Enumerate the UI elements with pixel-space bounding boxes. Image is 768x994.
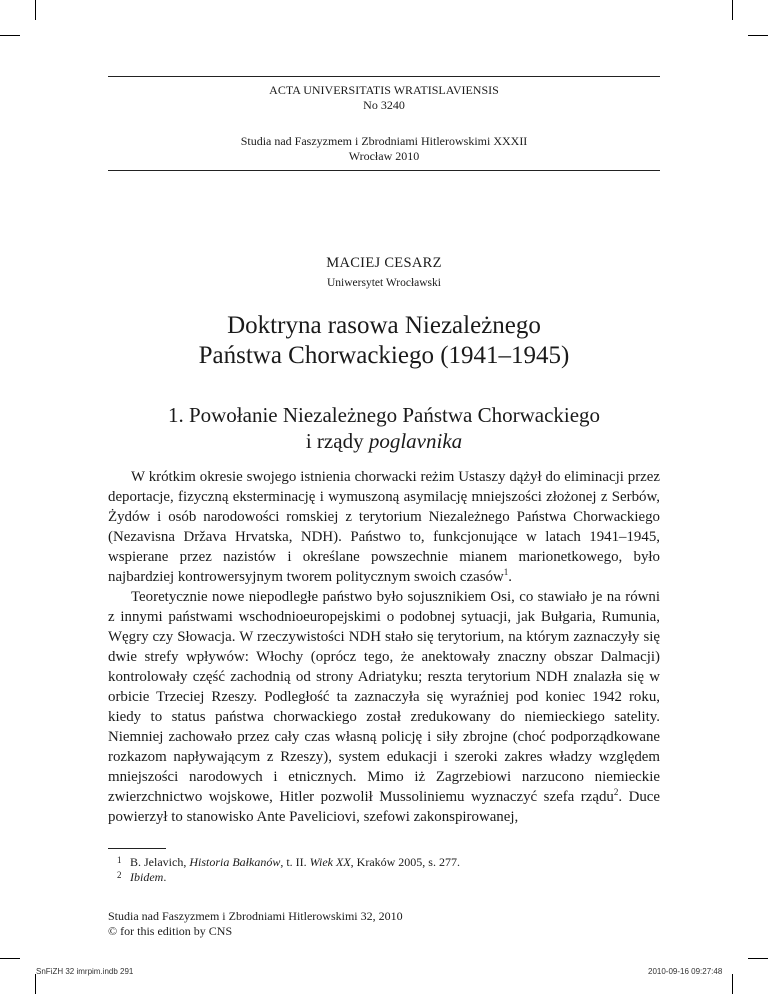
paragraph-text: .: [508, 569, 512, 585]
copyright-line: Studia nad Faszyzmem i Zbrodniami Hitlerowskimi 32, 2010: [108, 909, 403, 923]
section-heading-line: 1. Powołanie Niezależnego Państwa Chorwackiego: [167, 403, 601, 427]
footnote-text: B. Jelavich,: [130, 855, 190, 869]
crop-mark: [35, 974, 36, 994]
crop-mark: [0, 958, 20, 959]
crop-mark: [732, 0, 733, 20]
author-name: MACIEJ CESARZ: [326, 255, 442, 271]
journal-name: ACTA UNIVERSITATIS WRATISLAVIENSIS: [269, 83, 499, 97]
slug-file: SnFiZH 32 imrpim.indb 291: [36, 967, 134, 976]
footnote: [117, 869, 660, 885]
header-rule-top: [108, 76, 660, 77]
slug-date: 2010-09-16 09:27:48: [648, 967, 723, 976]
paragraph-text: . Duce powierzył to stanowisko Ante Paveliciovi, szefowi zakonspirowanej,: [108, 789, 661, 825]
paragraph: [108, 467, 660, 587]
footnote: [117, 854, 660, 870]
article-title: [0, 311, 768, 371]
place-year: Wrocław 2010: [348, 149, 420, 163]
crop-mark: [0, 35, 20, 36]
footnote-italic: Ibidem: [130, 870, 164, 884]
section-heading-text: i rządy: [305, 429, 369, 453]
paragraph-text: Teoretycznie nowe niepodległe państwo było sojusznikiem Osi, co stawiało je na równi z innymi państwami wschodnioeuropejskimi o podobnej sytuacji, jak Bułgaria, Rumunia, Węgry czy Słowacja. W rzeczywistości NDH stało się terytorium, na którym zaznaczyły się dwie strefy wpływów: Włochy (oprócz tego, że anektowały znaczny obszar Dalmacji) kontrolowały część zachodnią od strony Adriatyku; reszta terytorium NDH znalazła się w orbicie Trzeciej Rzeszy. Podległość ta zaznaczyła się wyraźniej pod koniec 1942 roku, kiedy to status państwa chorwackiego został zredukowany do niemieckiego satelity. Niemniej zachowało przez cały czas własną policję i siły zbrojne (choć podporządkowane rozkazom napływającym z Rzeszy), system edukacji i szeroki zakres władzy względem mniejszości narodowych i etnicznych. Mimo iż Zagrzebiowi narzucono niemieckie zwierzchnictwo wojskowe, Hitler pozwolił Mussoliniemu wyznaczyć szefa rządu: [108, 589, 660, 805]
footnote-text: , t. II.: [280, 855, 310, 869]
footnote-rule: [108, 848, 166, 849]
footnote-number: 1: [117, 855, 122, 865]
header-rule-bottom: [108, 170, 660, 171]
article-title-line: Państwa Chorwackiego (1941–1945): [198, 342, 570, 369]
article-body: [108, 467, 660, 827]
crop-mark: [748, 958, 768, 959]
journal-number: No 3240: [363, 98, 405, 112]
footnote-italic: Historia Bałkanów: [189, 855, 281, 869]
footnote-text: .: [163, 870, 167, 884]
copyright-block: [108, 909, 403, 939]
crop-mark: [732, 974, 733, 994]
crop-mark: [748, 35, 768, 36]
footnote-ref: 2: [613, 787, 619, 798]
copyright-line: © for this edition by CNS: [108, 924, 233, 938]
article-title-line: Doktryna rasowa Niezależnego: [227, 312, 541, 339]
author-affiliation: Uniwersytet Wrocławski: [327, 277, 441, 289]
paragraph-text: W krótkim okresie swojego istnienia chorwacki reżim Ustaszy dążył do eliminacji przez deportacje, fizyczną eksterminację i wymuszoną asymilację mniejszości złożonej z Serbów, Żydów i osób narodowości romskiej z terytorium Niezależnego Państwa Chorwackiego (Nezavisna Država Hrvatska, NDH). Państwo to, funkcjonujące w latach 1941–1945, wspierane przez nazistów i określane powszechnie mianem marionetkowego, było najbardziej kontrowersyjnym tworem politycznym swoich czasów: [108, 469, 660, 585]
section-heading-line: [0, 428, 768, 454]
crop-mark: [35, 0, 36, 20]
footnote-ref: 1: [503, 567, 509, 578]
series-title: Studia nad Faszyzmem i Zbrodniami Hitlerowskimi XXXII: [240, 134, 528, 148]
paragraph: [108, 587, 660, 827]
footnote-number: 2: [117, 870, 122, 880]
footnote-italic: Wiek XX: [309, 855, 351, 869]
footnote-text: , Kraków 2005, s. 277.: [350, 855, 460, 869]
section-heading-italic: poglavnika: [368, 429, 463, 453]
section-heading: [0, 402, 768, 454]
